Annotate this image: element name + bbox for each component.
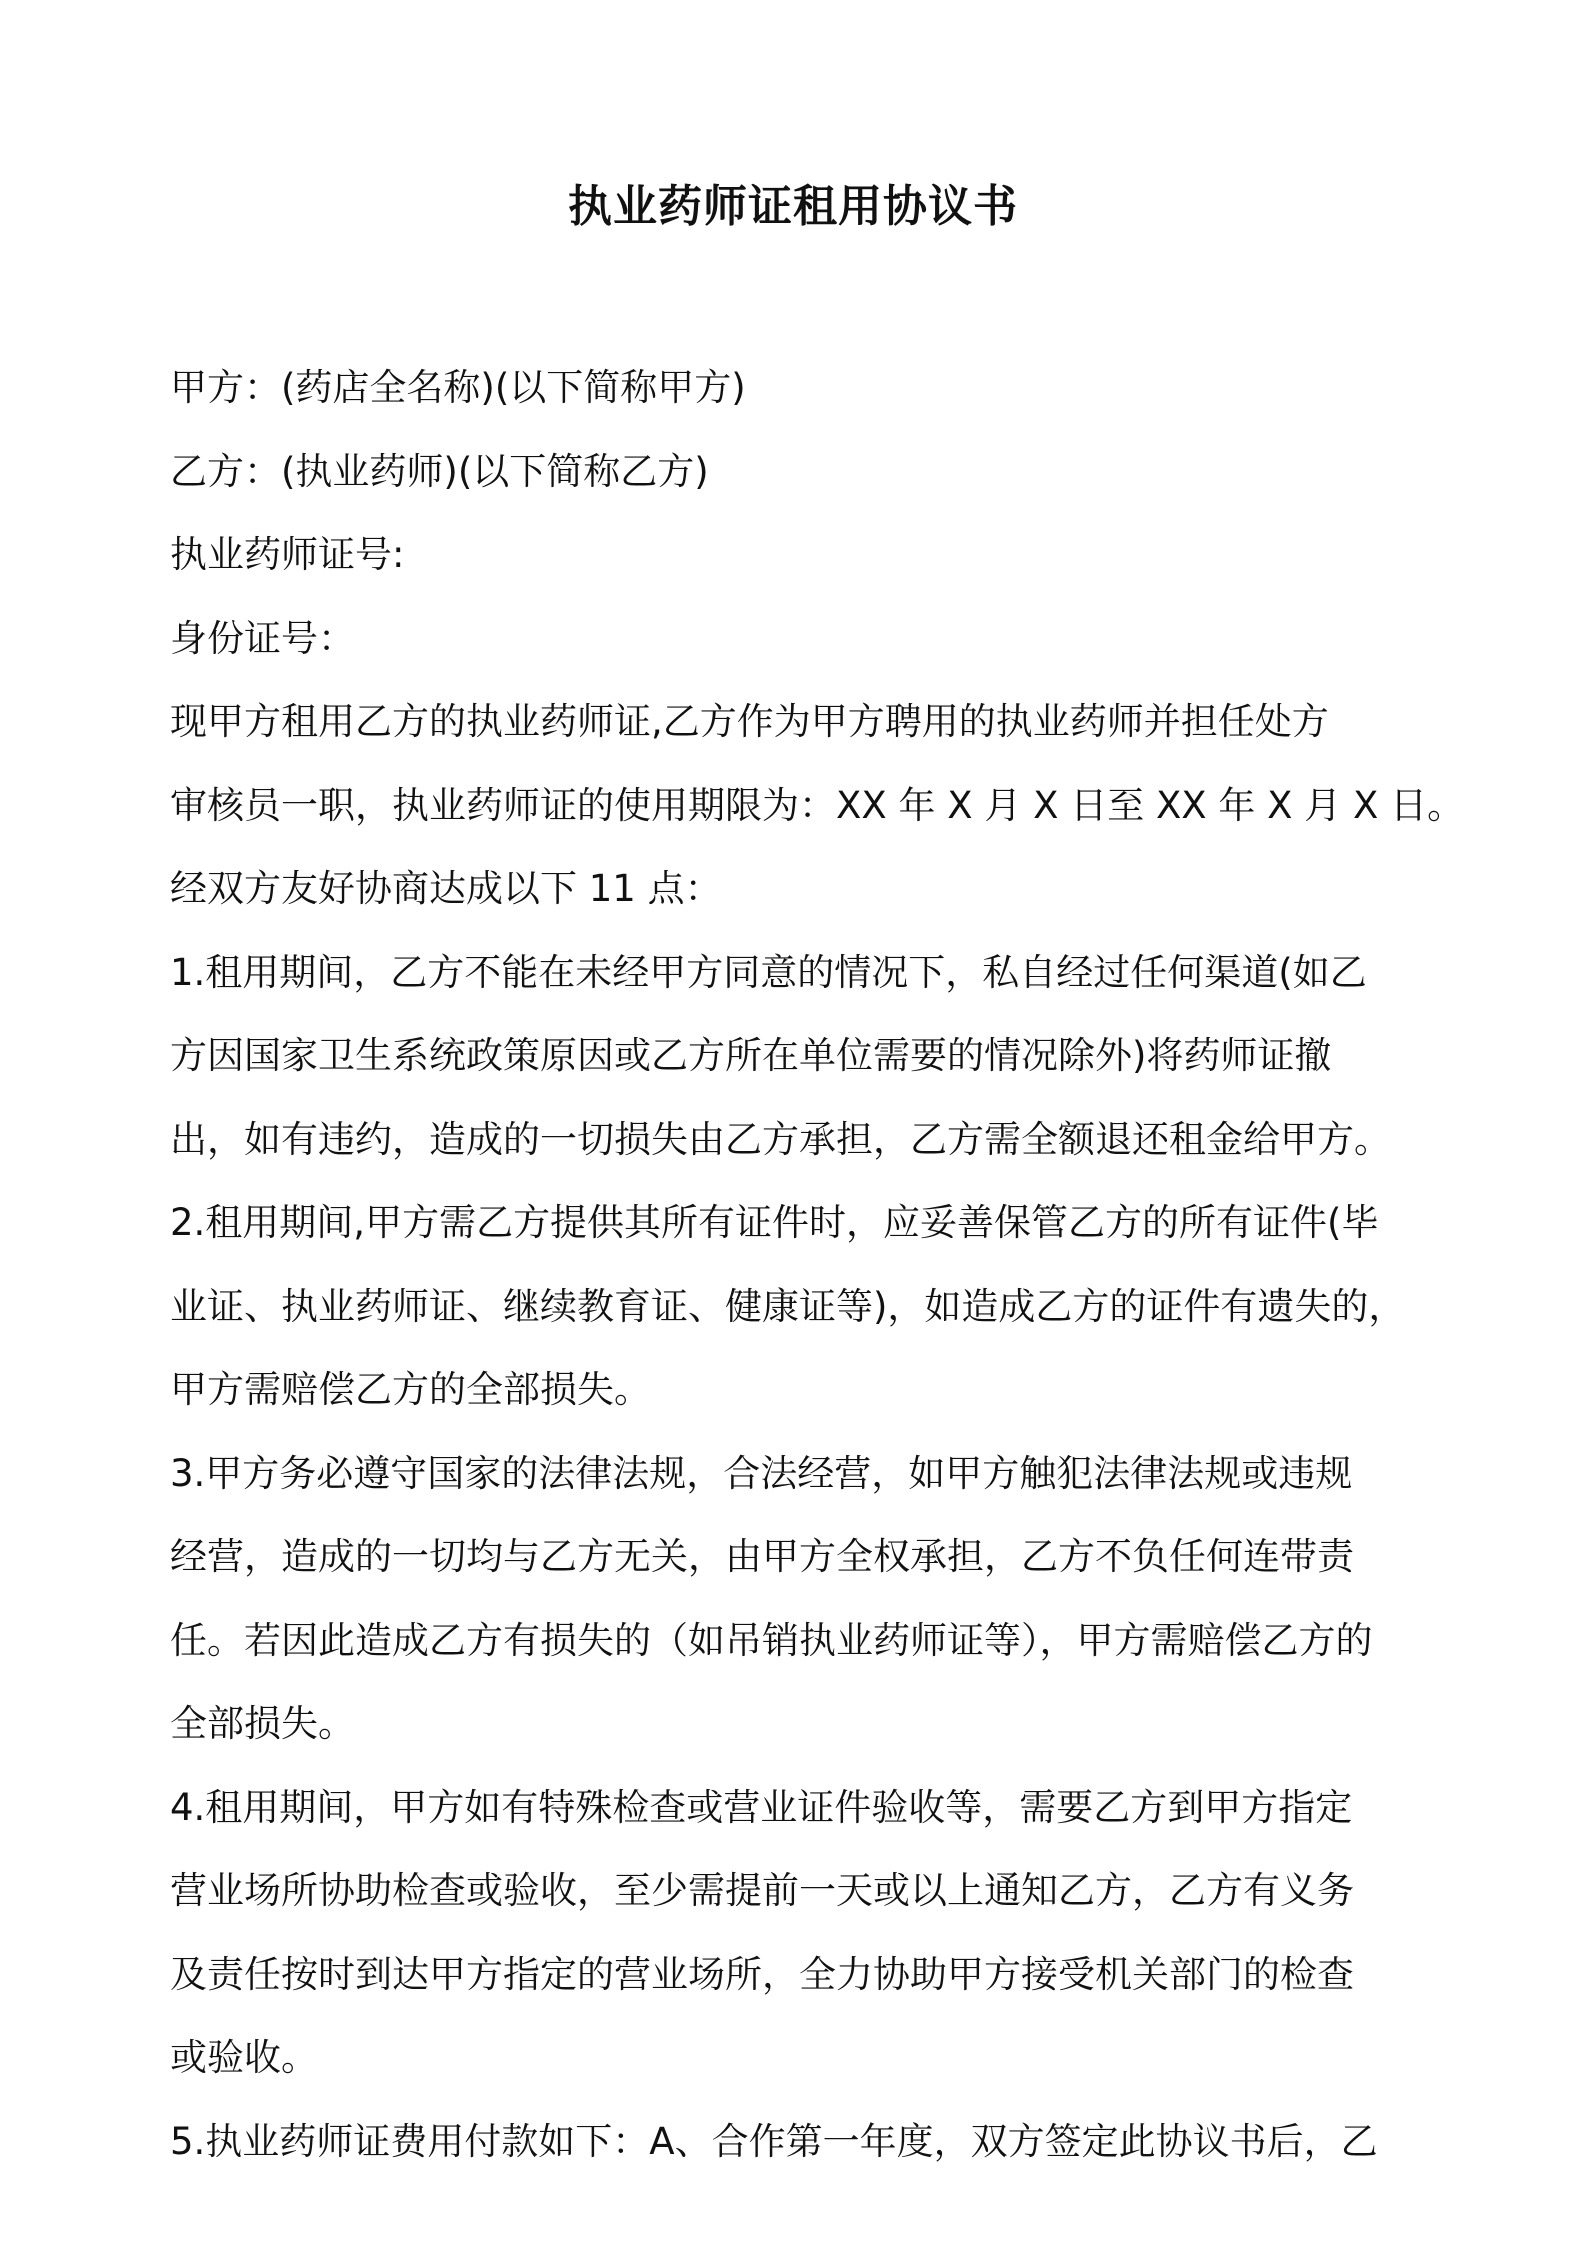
- clause-line: 方因国家卫生系统政策原因或乙方所在单位需要的情况除外)将药师证撤: [170, 1034, 1332, 1077]
- clause-line: 3.甲方务必遵守国家的法律法规，合法经营，如甲方触犯法律法规或违规: [170, 1451, 1353, 1495]
- clause-line: 或验收。: [170, 2036, 318, 2079]
- clause-line: 4.租用期间，甲方如有特殊检查或营业证件验收等，需要乙方到甲方指定: [170, 1785, 1353, 1829]
- party-b-line: 乙方：(执业药师)(以下简称乙方): [170, 449, 709, 493]
- clause-line: 甲方需赔偿乙方的全部损失。: [170, 1368, 651, 1411]
- pharmacist-license-number-line: 执业药师证号:: [170, 533, 405, 576]
- id-number-line: 身份证号：: [170, 616, 355, 660]
- clause-line: 5.执业药师证费用付款如下：A、合作第一年度，双方签定此协议书后，乙: [170, 2119, 1378, 2163]
- text-line: 经双方友好协商达成以下 11 点：: [170, 867, 722, 910]
- clause-line: 营业场所协助检查或验收，至少需提前一天或以上通知乙方，乙方有义务: [170, 1869, 1354, 1912]
- party-a-line: 甲方：(药店全名称)(以下简称甲方): [170, 366, 746, 409]
- clause-line: 2.租用期间,甲方需乙方提供其所有证件时，应妥善保管乙方的所有证件(毕: [170, 1201, 1379, 1244]
- clause-line: 经营，造成的一切均与乙方无关，由甲方全权承担，乙方不负任何连带责: [170, 1535, 1354, 1578]
- text-line: 现甲方租用乙方的执业药师证,乙方作为甲方聘用的执业药师并担任处方: [170, 700, 1329, 743]
- clause-line: 及责任按时到达甲方指定的营业场所，全力协助甲方接受机关部门的检查: [170, 1952, 1354, 1996]
- clause-line: 1.租用期间，乙方不能在未经甲方同意的情况下，私自经过任何渠道(如乙: [170, 950, 1367, 994]
- document-title: 执业药师证租用协议书: [568, 181, 1018, 232]
- clause-line: 任。若因此造成乙方有损失的（如吊销执业药师证等），甲方需赔偿乙方的: [170, 1618, 1373, 1662]
- text-line: 审核员一职，执业药师证的使用期限为：XX 年 X 月 X 日至 XX 年 X 月 X 日。: [170, 783, 1465, 827]
- clause-line: 出，如有违约，造成的一切损失由乙方承担，乙方需全额退还租金给甲方。: [170, 1117, 1391, 1161]
- clause-line: 业证、执业药师证、继续教育证、健康证等)，如造成乙方的证件有遗失的，: [170, 1284, 1406, 1328]
- clause-line: 全部损失。: [170, 1702, 355, 1745]
- document-body: [170, 358, 1465, 2195]
